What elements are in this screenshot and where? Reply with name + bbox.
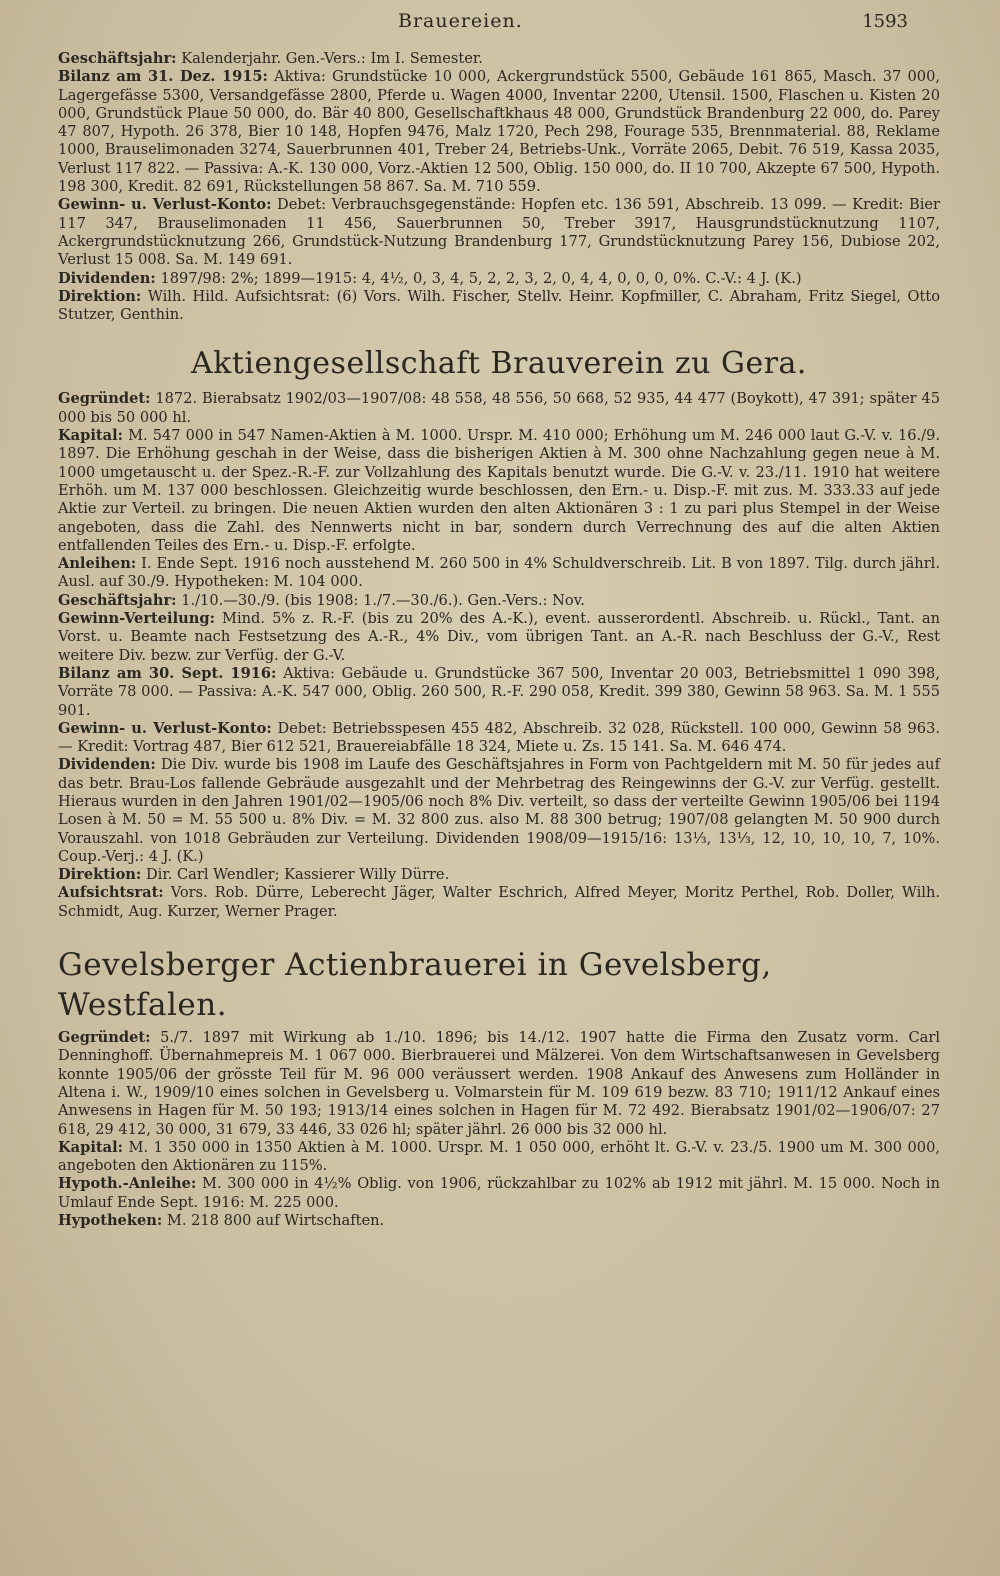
page-header [58, 10, 940, 46]
section-gera [58, 344, 940, 384]
paragraph [58, 610, 940, 665]
field-text: Kalenderjahr. Gen.-Vers.: Im I. Semester. [176, 50, 483, 67]
field-label: Dividenden: [58, 756, 156, 774]
field-label: Gewinn- u. Verlust-Konto: [58, 196, 272, 214]
field-text: M. 547 000 in 547 Namen-Aktien à M. 1000. Urspr. M. 410 000; Erhöhung um M. 246 000 laut G.-V. v. 16./9. 1897. Die Erhöhung geschah in der Weise, dass die bisherigen Aktien à M. 300 ohne Nachzahlung gegen neue à M. 1000 umgetauscht u. der Spez.-R.-F. zur Vollzahlung des Kapitals benutzt wurde. Die G.-V. v. 23./11. 1910 hat weitere Erhöh. um M. 137 000 beschlossen. Gleichzeitig wurde beschlossen, den Ern.- u. Disp.-F. mit zus. M. 333.33 auf jede Aktie zur Verteil. zu bringen. Die neuen Aktien wurden den alten Aktionären 3 : 1 zu pari plus Stempel in der Weise angeboten, dass die Zahl. des Nennwerts nicht in bar, sondern durch Verrechnung des auf die alten Aktien entfallenden Teiles des Ern.- u. Disp.-F. erfolgte. [58, 427, 940, 554]
paragraph [58, 1029, 940, 1139]
field-text: 1./10.—30./9. (bis 1908: 1./7.—30./6.). Gen.-Vers.: Nov. [176, 591, 585, 609]
field-label: Aufsichtsrat: [58, 884, 164, 902]
field-text: Aktiva: Gebäude u. Grundstücke 367 500, Inventar 20 003, Betriebsmittel 1 090 398, Vorräte 78 000. — Passiva: A.-K. 547 000, Oblig. 260 500, R.-F. 290 058, Kredit. 399 380, Gewinn 58 963. Sa. M. 1 555 901. [58, 664, 940, 719]
field-text: Debet: Betriebsspesen 455 482, Abschreib. 32 028, Rückstell. 100 000, Gewinn 58 963. — Kredit: Vortrag 487, Bier 612 521, Brauereiabfälle 18 324, Miete u. Zs. 15 141. Sa. M. 646 474. [58, 719, 940, 756]
field-text: 1872. Bierabsatz 1902/03—1907/08: 48 558, 48 556, 50 668, 52 935, 44 477 (Boykott), 47 391; später 45 000 bis 50 000 hl. [58, 390, 940, 426]
page-number: 1593 [862, 11, 908, 32]
section-continued-brewery [58, 50, 940, 324]
field-text: Wilh. Hild. Aufsichtsrat: (6) Vors. Wilh. Fischer, Stellv. Heinr. Kopfmiller, C. Abraham, Fritz Siegel, Otto Stutzer, Genthin. [58, 287, 940, 324]
paragraph [58, 1212, 940, 1230]
paragraph [58, 68, 940, 196]
paragraph [58, 592, 940, 610]
section-gera-body [58, 390, 940, 921]
paragraph [58, 866, 940, 884]
field-label: Kapital: [58, 427, 124, 445]
field-text: 5./7. 1897 mit Wirkung ab 1./10. 1896; bis 14./12. 1907 hatte die Firma den Zusatz vorm. Carl Denninghoff. Übernahmepreis M. 1 067 000. Bierbrauerei und Mälzerei. Von dem Wirtschaftsanwesen in Gevelsberg konnte 1905/06 der grösste Teil für M. 96 000 veräussert werden. 1908 Ankauf des Anwesens zum Holländer in Altena i. W., 1909/10 eines solchen in Gevelsberg u. Volmarstein für M. 109 619 bezw. 83 710; 1911/12 Ankauf eines Anwesens in Hagen für M. 50 193; 1913/14 eines solchen in Hagen für M. 72 492. Bierabsatz 1901/02—1906/07: 27 618, 29 412, 30 000, 31 679, 33 446, 33 026 hl; später jährl. 26 000 bis 32 000 hl. [58, 1029, 940, 1138]
paragraph [58, 390, 940, 427]
field-text: Aktiva: Grundstücke 10 000, Ackergrundstück 5500, Gebäude 161 865, Masch. 37 000, Lagergefässe 5300, Versandgefässe 2800, Pferde u. Wagen 4000, Inventar 2200, Utensil. 1500, Flaschen u. Kisten 20 000, Grundstück Plaue 50 000, do. Bär 40 800, Gesellschaftkhaus 48 000, Grundstück Brandenburg 22 000, do. Parey 47 807, Hypoth. 26 378, Bier 10 148, Hopfen 9476, Malz 1720, Pech 298, Fourage 535, Brennmaterial. 88, Reklame 1000, Brauselimonaden 3274, Sauerbrunnen 401, Treber 24, Betriebs-Unk., Vorräte 2065, Debit. 76 519, Kassa 2035, Verlust 117 822. — Passiva: A.-K. 130 000, Vorz.-Aktien 12 500, Oblig. 150 000, do. II 10 700, Akzepte 67 500, Hypoth. 198 300, Kredit. 82 691, Rückstellungen 58 867. Sa. M. 710 559. [58, 68, 941, 196]
paragraph [58, 196, 940, 269]
paragraph [58, 288, 940, 325]
field-label: Bilanz am 30. Sept. 1916: [58, 664, 277, 682]
running-title: Brauereien. [398, 10, 523, 32]
field-text: I. Ende Sept. 1916 noch ausstehend M. 260 500 in 4% Schuldverschreib. Lit. B von 1897. Tilg. durch jährl. Ausl. auf 30./9. Hypotheken: M. 104 000. [58, 555, 940, 591]
field-label: Geschäftsjahr: [58, 591, 177, 609]
section-heading: Gevelsberger Actienbrauerei in Gevelsberg, Westfalen. [58, 947, 772, 1024]
field-text: 1897/98: 2%; 1899—1915: 4, 4½, 0, 3, 4, 5, 2, 2, 3, 2, 0, 4, 4, 0, 0, 0, 0%. C.-V.: 4 J. (K.) [155, 269, 802, 287]
field-label: Bilanz am 31. Dez. 1915: [58, 68, 268, 86]
section-gevelsberg-body [58, 1029, 940, 1230]
field-label: Geschäftsjahr: [58, 50, 177, 67]
paragraph [58, 1175, 940, 1212]
field-label: Anleihen: [58, 555, 137, 573]
section-heading: Aktiengesellschaft Brauverein zu Gera. [191, 346, 807, 382]
field-label: Kapital: [58, 1138, 124, 1156]
paragraph [58, 756, 940, 866]
field-text: Die Div. wurde bis 1908 im Laufe des Geschäftsjahres in Form von Pachtgeldern mit M. 50 für jedes auf das betr. Brau-Los fallende Gebräude ausgezahlt und der Mehrbetrag des Reingewinns der G.-V. zur Verfüg. gestellt. Hieraus wurden in den Jahren 1901/02—1905/06 noch 8% Div. verteilt, so dass der verteilte Gewinn 1905/06 bei 1194 Losen à M. 50 = M. 55 500 u. 8% Div. = M. 32 800 zus. also M. 88 300 betrug; 1907/08 gelangten M. 50 900 durch Vorauszahl. von 1018 Gebräuden zur Verteilung. Dividenden 1908/09—1915/16: 13⅓, 13⅓, 12, 10, 10, 10, 7, 10%. Coup.-Verj.: 4 J. (K.) [58, 756, 940, 865]
field-text: Dir. Carl Wendler; Kassierer Willy Dürre. [141, 866, 450, 884]
field-label: Hypotheken: [58, 1212, 163, 1230]
field-text: M. 1 350 000 in 1350 Aktien à M. 1000. Urspr. M. 1 050 000, erhöht lt. G.-V. v. 23./5. 1900 um M. 300 000, angeboten den Aktionären zu 115%. [58, 1138, 940, 1175]
field-label: Direktion: [58, 287, 142, 305]
paragraph [58, 555, 940, 592]
field-text: M. 300 000 in 4½% Oblig. von 1906, rückzahlbar zu 102% ab 1912 mit jährl. M. 15 000. Noch in Umlauf Ende Sept. 1916: M. 225 000. [58, 1175, 940, 1211]
field-text: M. 218 800 auf Wirtschaften. [162, 1212, 385, 1230]
field-text: Vors. Rob. Dürre, Leberecht Jäger, Walter Eschrich, Alfred Meyer, Moritz Perthel, Rob. Doller, Wilh. Schmidt, Aug. Kurzer, Werner Prager. [58, 884, 940, 920]
paragraph [58, 665, 940, 720]
paragraph [58, 50, 940, 68]
field-label: Direktion: [58, 866, 142, 884]
field-label: Gegründet: [58, 390, 151, 408]
paragraph [58, 1139, 940, 1176]
field-label: Gewinn- u. Verlust-Konto: [58, 719, 272, 737]
section-gevelsberg [58, 945, 940, 1025]
field-text: Mind. 5% z. R.-F. (bis zu 20% des A.-K.), event. ausserordentl. Abschreib. u. Rückl., Tant. an Vorst. u. Beamte nach Festsetzung des A.-R., 4% Div., vom übrigen Tant. an A.-R. nach Beschluss der G.-V., Rest weitere Div. bezw. zur Verfüg. der G.-V. [58, 610, 940, 664]
field-label: Gegründet: [58, 1029, 151, 1047]
field-text: Debet: Verbrauchsgegenstände: Hopfen etc. 136 591, Abschreib. 13 099. — Kredit: Bier 117 347, Brauselimonaden 11 456, Sauerbrunnen 50, Treber 3917, Hausgrundstücknutzung 1107, Ackergrundstücknutzung 266, Grundstück-Nutzung Brandenburg 177, Grundstücknutzung Parey 156, Dubiose 202, Verlust 15 008. Sa. M. 149 691. [58, 196, 941, 269]
field-label: Gewinn-Verteilung: [58, 610, 215, 628]
field-label: Hypoth.-Anleihe: [58, 1175, 197, 1193]
paragraph [58, 720, 940, 757]
paragraph [58, 270, 940, 288]
paragraph [58, 427, 940, 555]
field-label: Dividenden: [58, 269, 156, 287]
paragraph [58, 884, 940, 921]
